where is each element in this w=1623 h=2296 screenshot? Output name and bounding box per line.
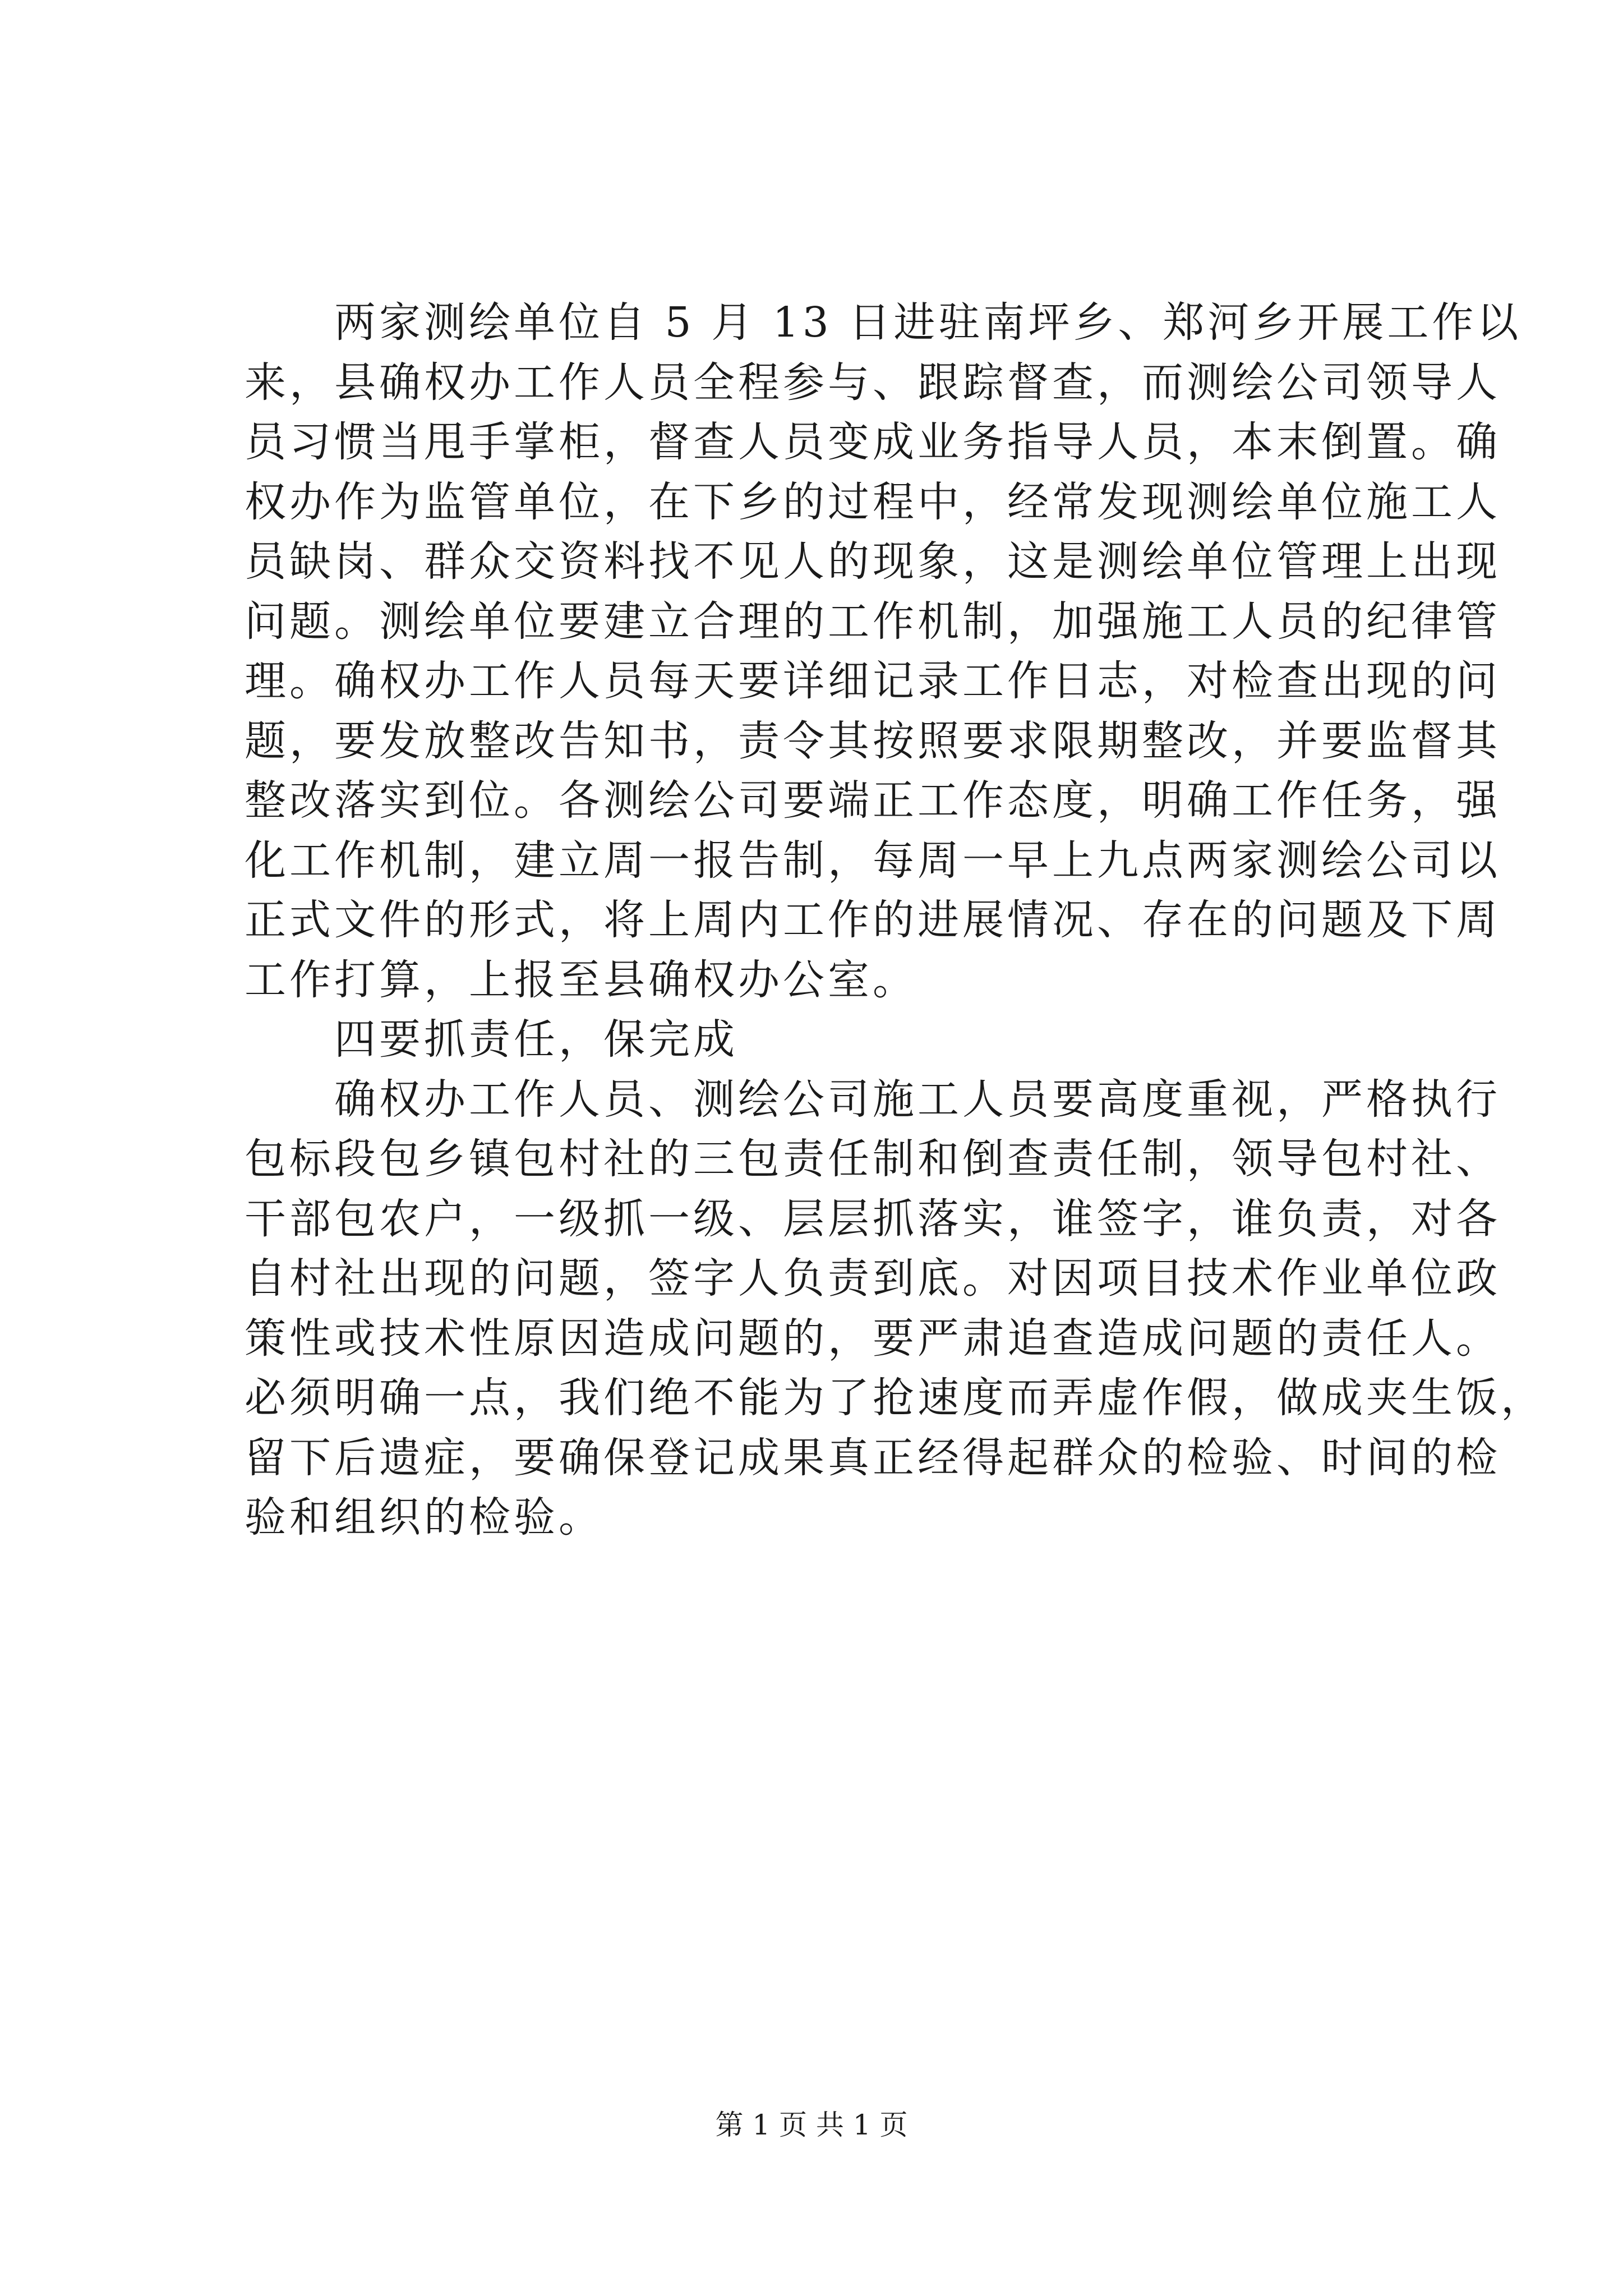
text-line: 工作打算，上报至县确权办公室。 bbox=[245, 955, 917, 1004]
text-line: 来，县确权办工作人员全程参与、跟踪督查，而测绘公司领导人 bbox=[245, 358, 1501, 407]
paragraph-2 bbox=[245, 1070, 1546, 1548]
text-line: 验和组织的检验。 bbox=[245, 1493, 603, 1542]
text-line: 员习惯当甩手掌柜，督查人员变成业务指导人员，本末倒置。确 bbox=[245, 418, 1501, 466]
document-body bbox=[245, 293, 1546, 1548]
paragraph-1 bbox=[245, 293, 1522, 1010]
text-line: 必须明确一点，我们绝不能为了抢速度而弄虚作假，做成夹生饭， bbox=[245, 1374, 1546, 1422]
text-line: 两家测绘单位自 5 月 13 日进驻南坪乡、郑河乡开展工作以 bbox=[245, 298, 1522, 347]
text-line: 包标段包乡镇包村社的三包责任制和倒查责任制，领导包村社、 bbox=[245, 1135, 1501, 1183]
text-line: 理。确权办工作人员每天要详细记录工作日志，对检查出现的问 bbox=[245, 657, 1501, 705]
text-line: 化工作机制，建立周一报告制，每周一早上九点两家测绘公司以 bbox=[245, 836, 1501, 885]
text-line: 问题。测绘单位要建立合理的工作机制，加强施工人员的纪律管 bbox=[245, 597, 1501, 646]
text-line: 整改落实到位。各测绘公司要端正工作态度，明确工作任务，强 bbox=[245, 776, 1501, 825]
page-number-footer: 第 1 页 共 1 页 bbox=[715, 2109, 908, 2141]
text-line: 正式文件的形式，将上周内工作的进展情况、存在的问题及下周 bbox=[245, 896, 1501, 944]
text-line: 干部包农户，一级抓一级、层层抓落实，谁签字，谁负责，对各 bbox=[245, 1194, 1501, 1243]
text-line: 确权办工作人员、测绘公司施工人员要高度重视，严格执行 bbox=[245, 1075, 1501, 1124]
section-heading: 四要抓责任，保完成 bbox=[245, 1015, 738, 1064]
text-line: 留下后遗症，要确保登记成果真正经得起群众的检验、时间的检 bbox=[245, 1433, 1501, 1482]
text-line: 策性或技术性原因造成问题的，要严肃追查造成问题的责任人。 bbox=[245, 1314, 1501, 1363]
text-line: 自村社出现的问题，签字人负责到底。对因项目技术作业单位政 bbox=[245, 1254, 1501, 1303]
text-line: 题，要发放整改告知书，责令其按照要求限期整改，并要监督其 bbox=[245, 716, 1501, 765]
text-line: 员缺岗、群众交资料找不见人的现象，这是测绘单位管理上出现 bbox=[245, 537, 1501, 586]
text-line: 权办作为监管单位，在下乡的过程中，经常发现测绘单位施工人 bbox=[245, 477, 1501, 526]
